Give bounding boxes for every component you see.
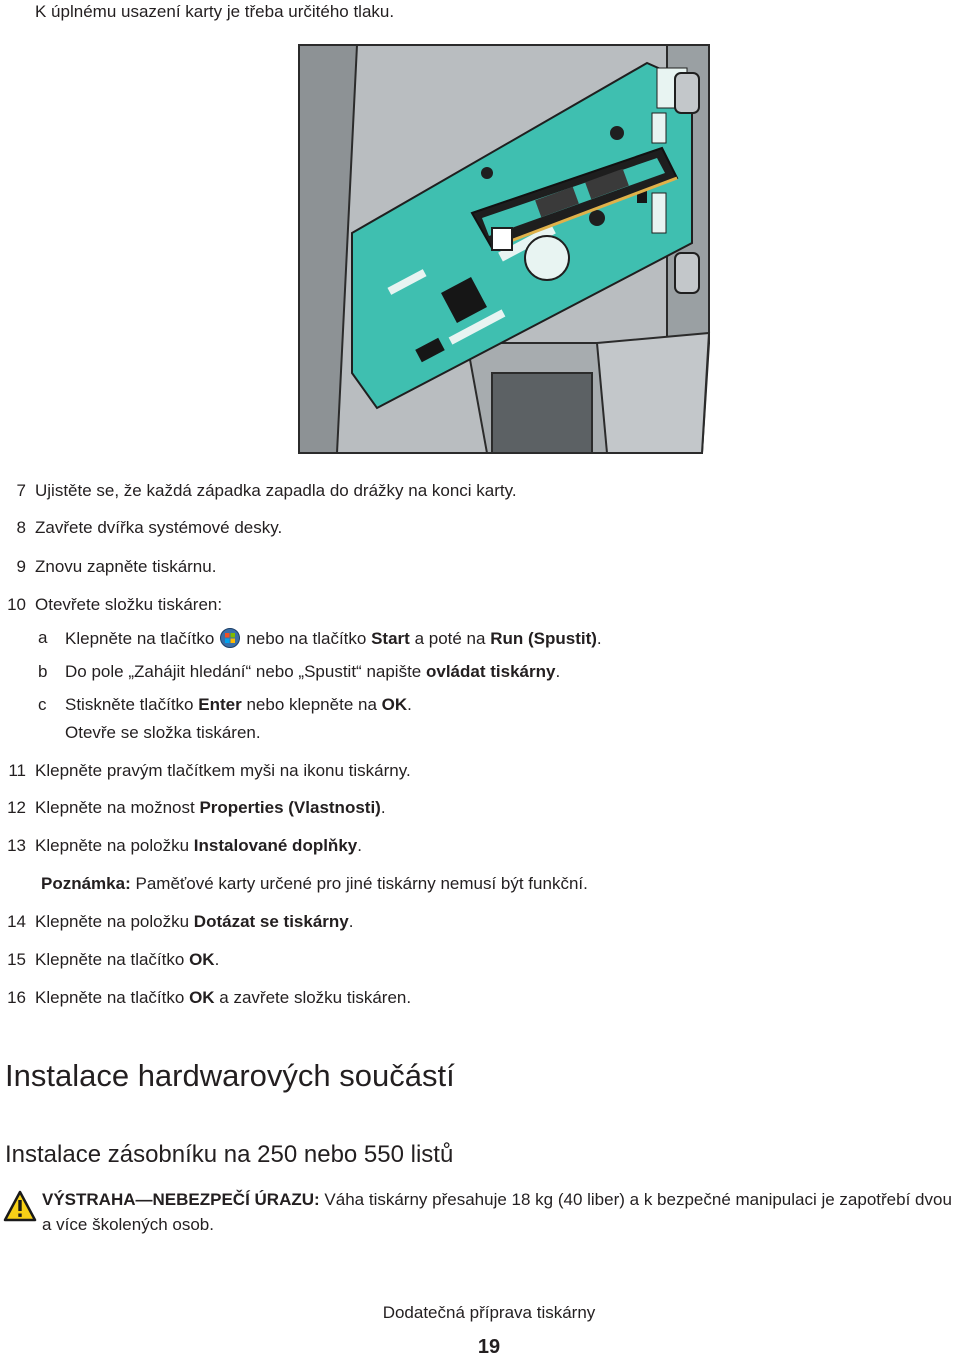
step-text: Ujistěte se, že každá západka zapadla do drážky na konci karty. [35,481,517,500]
step-number: 11 [8,761,26,780]
step-number: 16 [7,988,26,1007]
footer-title: Dodatečná příprava tiskárny [382,1303,596,1322]
substep-c-text: Stiskněte tlačítko Enter nebo klepněte na OK. [65,695,412,714]
step-text: Klepněte na tlačítko OK. [35,950,220,969]
step-text: Zavřete dvířka systémové desky. [35,518,283,537]
substep-a-text: Klepněte na tlačítko nebo na tlačítko Start a poté na Run (Spustit). [65,629,602,648]
step-number: 12 [7,798,26,817]
step-text: Klepněte na možnost Properties (Vlastnosti). [35,798,386,817]
step-number: 10 [7,595,26,614]
substep-c-result: Otevře se složka tiskáren. [65,723,261,742]
step-number: 15 [7,950,26,969]
step-text: Klepněte na položku Instalované doplňky. [35,836,362,855]
section-heading: Instalace hardwarových součástí [5,1058,455,1093]
warning-text: VÝSTRAHA—NEBEZPEČÍ ÚRAZU: Váha tiskárny přesahuje 18 kg (40 liber) a k bezpečné manipulaci je zapotřebí dvou a více školených osob. [42,1190,952,1234]
step-number: 9 [16,557,26,576]
step-text: Klepněte pravým tlačítkem myši na ikonu tiskárny. [35,761,411,780]
substep-letter: b [38,662,48,681]
intro-text: K úplnému usazení karty je třeba určitého tlaku. [35,2,395,21]
step-text: Klepněte na tlačítko OK a zavřete složku tiskáren. [35,988,412,1007]
step-text: Znovu zapněte tiskárnu. [35,557,217,576]
step-number: 13 [7,836,26,855]
step-text: Klepněte na položku Dotázat se tiskárny. [35,912,354,931]
windows-start-icon [220,628,240,648]
subsection-heading: Instalace zásobníku na 250 nebo 550 listů [5,1141,454,1168]
step-number: 8 [16,518,26,537]
system-board-illustration [297,43,711,455]
substep-letter: c [38,695,47,714]
substep-letter: a [38,628,48,647]
step-number: 14 [7,912,26,931]
substep-b-text: Do pole „Zahájit hledání“ nebo „Spustit“ napište ovládat tiskárny. [65,662,561,681]
step-text: Otevřete složku tiskáren: [35,595,223,614]
step-number: 7 [16,481,26,500]
warning-triangle-icon [3,1190,37,1222]
page-number: 19 [477,1336,501,1358]
note: Poznámka: Paměťové karty určené pro jiné tiskárny nemusí být funkční. [41,874,588,893]
